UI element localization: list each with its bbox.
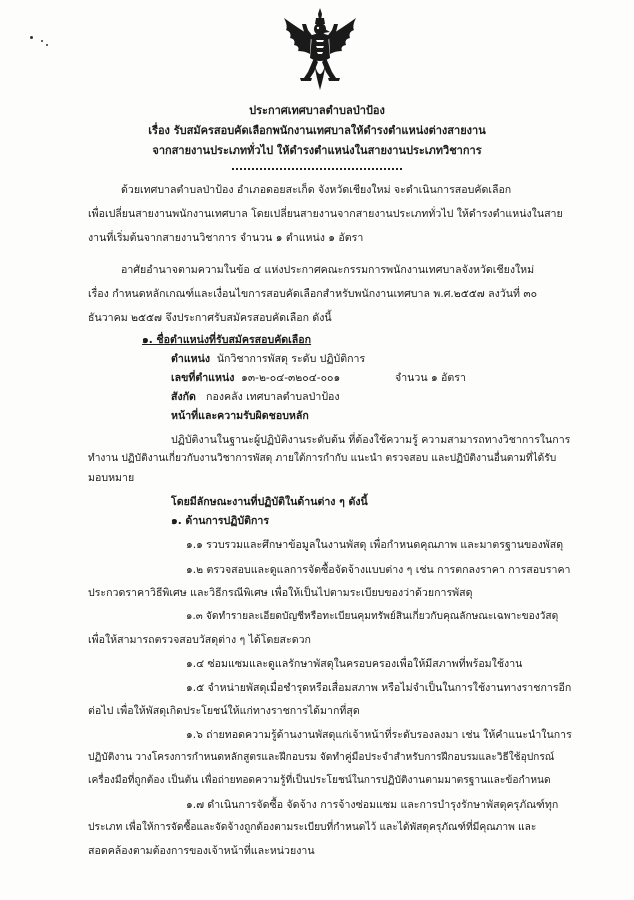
affiliation-row <box>171 390 340 404</box>
affiliation-value: กองคลัง เทศบาลตำบลป่าป้อง <box>206 391 340 403</box>
title-separator <box>232 165 402 170</box>
position-count: จำนวน ๑ อัตรา <box>395 372 466 384</box>
duty-item: ๑.๖ ถ่ายทอดความรู้ด้านงานพัสดุแก่เจ้าหน้าที่ระดับรองลงมา เช่น ให้คำแนะนำในการ <box>186 729 572 741</box>
duty-item-cont: ประกวดราคาวิธีพิเศษ และวิธีกรณีพิเศษ เพื่อให้เป็นไปตามระเบียบของว่าด้วยการพัสดุ <box>88 587 473 599</box>
duty-item: ๑.๒ ตรวจสอบและดูแลการจัดซื้อจัดจ้างแบบต่าง ๆ เช่น การตกลงราคา การสอบราคา <box>186 564 571 576</box>
position-number-value: ๑๓-๒-๐๔-๓๒๐๔-๐๐๑ <box>241 372 341 384</box>
duty-item-cont: เพื่อให้สามารถตรวจสอบวัสดุต่าง ๆ ได้โดยสะดวก <box>88 634 311 646</box>
scan-speck <box>41 40 43 42</box>
duty-item: ๑.๓ จัดทำรายละเอียดบัญชีหรือทะเบียนคุมทรัพย์สินเกี่ยวกับคุณลักษณะเฉพาะของวัสดุ <box>186 611 559 622</box>
authority-paragraph-line: เรื่อง กำหนดหลักเกณฑ์และเงื่อนไขการสอบคัดเลือกสำหรับพนักงานเทศบาล พ.ศ.๒๕๕๗ ลงวันที่ ๓๐ <box>88 288 538 300</box>
affiliation-label: สังกัด <box>171 391 196 403</box>
section-heading: ๑. ชื่อตำแหน่งที่รับสมัครสอบคัดเลือก <box>142 334 312 346</box>
scan-speck <box>30 36 33 39</box>
duty-item-cont: เครื่องมือที่ถูกต้อง เป็นต้น เพื่อถ่ายทอดความรู้ที่เป็นประโยชน์ในการปฏิบัติงานตามมาตรฐานและข้อกำหนด <box>88 775 551 786</box>
intro-paragraph-line: ด้วยเทศบาลตำบลป่าป้อง อำเภอดอยสะเก็ด จังหวัดเชียงใหม่ จะดำเนินการสอบคัดเลือก <box>121 184 512 196</box>
duty-item: ๑.๕ จำหน่ายพัสดุเมื่อชำรุดหรือเสื่อมสภาพ หรือไม่จำเป็นในการใช้งานทางราชการอีก <box>186 682 572 694</box>
position-row <box>171 352 365 366</box>
position-number-label: เลขที่ตำแหน่ง <box>171 372 235 384</box>
announcement-subject: เรื่อง รับสมัครสอบคัดเลือกพนักงานเทศบาลให้ดำรงตำแหน่งต่างสายงาน <box>148 124 486 137</box>
scan-speck <box>46 44 48 46</box>
duties-line: ปฏิบัติงานในฐานะผู้ปฏิบัติงานระดับต้น ที่ต้องใช้ความรู้ ความสามารถทางวิชาการในการ <box>171 434 571 446</box>
duties-line: มอบหมาย <box>88 472 135 484</box>
duty-item: ๑.๑ รวบรวมและศึกษาข้อมูลในงานพัสดุ เพื่อกำหนดคุณภาพ และมาตรฐานของพัสดุ <box>186 539 564 551</box>
operations-heading: ๑. ด้านการปฏิบัติการ <box>171 515 270 527</box>
intro-paragraph-line: เพื่อเปลี่ยนสายงานพนักงานเทศบาล โดยเปลี่ยนสายงานจากสายงานประเภททั่วไป ให้ดำรงตำแหน่งในสาย <box>88 208 563 220</box>
duties-heading: หน้าที่และความรับผิดชอบหลัก <box>171 410 309 422</box>
characteristics-heading: โดยมีลักษณะงานที่ปฏิบัติในด้านต่าง ๆ ดังนี้ <box>171 496 368 508</box>
duty-item-cont: ปฏิบัติงาน วางโครงการกำหนดหลักสูตรและฝึกอบรม จัดทำคู่มือประจำสำหรับการฝึกอบรมและวิธีใช้อุปกรณ์ <box>88 752 555 763</box>
duty-item: ๑.๔ ซ่อมแซมและดูแลรักษาพัสดุในครอบครองเพื่อให้มีสภาพที่พร้อมใช้งาน <box>186 658 523 670</box>
duties-line: ทำงาน ปฏิบัติงานเกี่ยวกับงานวิชาการพัสดุ ภายใต้การกำกับ แนะนำ ตรวจสอบ และปฏิบัติงานอื่นตามที่ได้รับ <box>88 453 557 464</box>
duty-item-cont: สอดคล้องตามต้องการของเจ้าหน้าที่และหน่วยงาน <box>88 845 315 857</box>
duty-item-cont: ต่อไป เพื่อให้พัสดุเกิดประโยชน์ให้แก่ทางราชการได้มากที่สุด <box>88 705 360 717</box>
position-value: นักวิชาการพัสดุ ระดับ ปฏิบัติการ <box>216 353 366 365</box>
announcement-title: ประกาศเทศบาลตำบลป่าป้อง <box>249 104 385 117</box>
duty-item-cont: ประเภท เพื่อให้การจัดซื้อและจัดจ้างถูกต้องตามระเบียบที่กำหนดไว้ และได้พัสดุครุภัณฑ์ที่มีคุณภาพ และ <box>88 822 537 833</box>
announcement-subject-cont: จากสายงานประเภททั่วไป ให้ดำรงตำแหน่งในสายงานประเภทวิชาการ <box>152 144 482 157</box>
position-label: ตำแหน่ง <box>171 353 211 365</box>
authority-paragraph-line: ธันวาคม ๒๕๕๗ จึงประกาศรับสมัครสอบคัดเลือก ดังนี้ <box>88 312 332 324</box>
garuda-emblem-icon <box>278 6 362 94</box>
position-number-row <box>171 371 340 385</box>
authority-paragraph-line: อาศัยอำนาจตามความในข้อ ๔ แห่งประกาศคณะกรรมการพนักงานเทศบาลจังหวัดเชียงใหม่ <box>121 264 535 276</box>
duty-item: ๑.๗ ดำเนินการจัดซื้อ จัดจ้าง การจ้างซ่อมแซม และการบำรุงรักษาพัสดุครุภัณฑ์ทุก <box>186 799 559 811</box>
intro-paragraph-line: งานที่เริ่มต้นจากสายงานวิชาการ จำนวน ๑ ตำแหน่ง ๑ อัตรา <box>88 232 364 244</box>
